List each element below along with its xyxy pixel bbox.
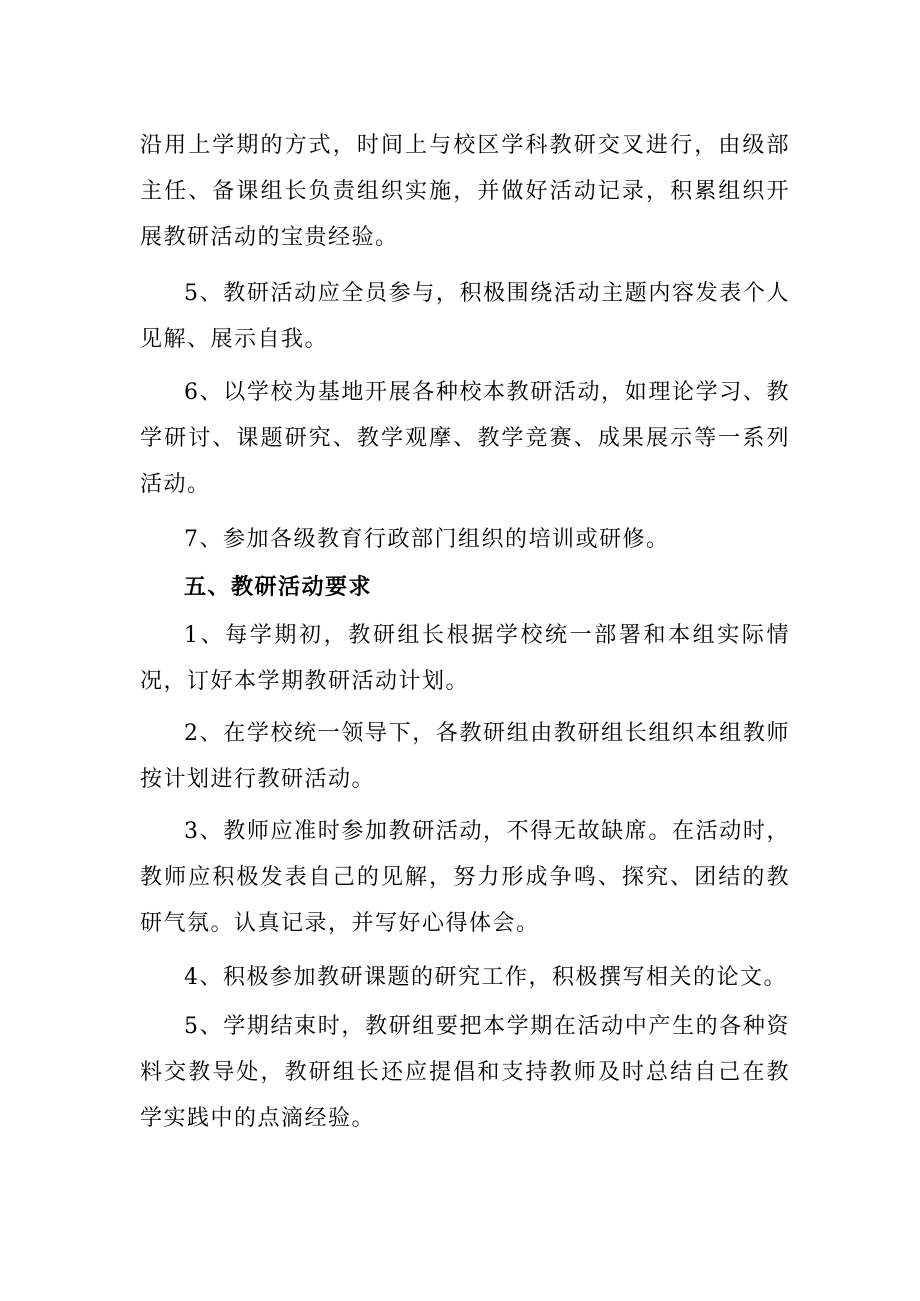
- paragraph-continuation: 沿用上学期的方式，时间上与校区学科教研交叉进行，由级部主任、备课组长负责组织实施，并做好活动记录，积累组织开展教研活动的宝贵经验。: [140, 133, 790, 250]
- requirement-item-5: 5、学期结束时，教研组要把本学期在活动中产生的各种资料交教导处，教研组长还应提倡和支持教师及时总结自己在教学实践中的点滴经验。: [140, 1014, 790, 1131]
- requirement-item-1: 1、每学期初，教研组长根据学校统一部署和本组实际情况，订好本学期教研活动计划。: [140, 623, 790, 694]
- paragraph-item-6: 6、以学校为基地开展各种校本教研活动，如理论学习、教学研讨、课题研究、教学观摩、教学竞赛、成果展示等一系列活动。: [140, 380, 790, 497]
- section-heading: 五、教研活动要求: [184, 575, 373, 600]
- paragraph-item-5: 5、教研活动应全员参与，积极围绕活动主题内容发表个人见解、展示自我。: [140, 281, 790, 352]
- requirement-item-3: 3、教师应准时参加教研活动，不得无故缺席。在活动时，教师应积极发表自己的见解，努力形成争鸣、探究、团结的教研气氛。认真记录，并写好心得体会。: [140, 819, 790, 936]
- paragraph-item-7: 7、参加各级教育行政部门组织的培训或研修。: [184, 527, 670, 552]
- requirement-item-2: 2、在学校统一领导下，各教研组由教研组长组织本组教师按计划进行教研活动。: [140, 721, 790, 792]
- requirement-item-4: 4、积极参加教研课题的研究工作，积极撰写相关的论文。: [184, 965, 787, 990]
